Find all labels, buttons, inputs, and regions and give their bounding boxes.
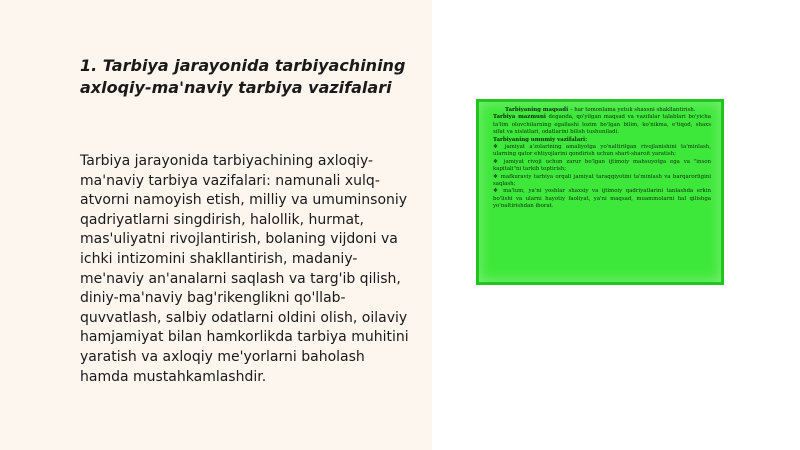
card-line-text: ❖ jamiyat rivoji uchun zarur bo'lgan ijtimoiy mahsuyotga ega va "inson kapitali"ni tarkib toptirish;	[493, 158, 711, 173]
slide-title: 1. Tarbiya jarayonida tarbiyachining axloqiy-ma'naviy tarbiya vazifalari	[80, 56, 406, 97]
text-image-card	[476, 99, 724, 285]
card-line	[493, 144, 711, 159]
card-line	[493, 159, 711, 174]
card-line	[493, 188, 711, 210]
card-line-text: – har tomonlama yetuk shaxsni shakllantirish.	[568, 107, 696, 113]
card-line	[493, 137, 711, 144]
card-line	[493, 107, 711, 114]
card-line-text: ❖ ma'lum, ya'ni yoshlar shaxsiy va ijtimoiy qadriyatlarini tanlashda erkin bo'lishi va ularni hayotiy faoliyat, ya'ni maqsad, muammolarni hal qilishga yo'naltirishdan iborat.	[493, 188, 711, 210]
card-line-text: ❖ mafkuraviy tarbiya orqali jamiyat taraqqiyotini ta'minlash va barqarorligini saqlash;	[493, 173, 711, 188]
slide-body-text: Tarbiya jarayonida tarbiyachining axloqiy-ma'naviy tarbiya vazifalari: namunali xulq-atvorni namoyish etish, milliy va umuminsoniy qadriyatlarni singdirish, halollik, hurmat, mas'uliyatni rivojlantirish, bolaning vijdoni va ichki intizomini shakllantirish, madaniy-me'naviy an'analarni saqlash va targ'ib qilish, diniy-ma'naviy bag'rikenglikni qo'llab-quvvatlash, salbiy odatlarni oldini olish, oilaviy hamjamiyat bilan hamkorlikda tarbiya muhitini yaratish va axloqiy me'yorlarni baholash hamda mustahkamlashdir.	[80, 153, 409, 385]
card-line	[493, 114, 711, 136]
card-line-bold: Tarbiyaning umumiy vazifalari:	[493, 136, 588, 143]
card-line-text: ❖ jamiyat a'zolarining amaliyotga yo'naltirilgan rivojlanishini ta'minlash, ularning qator ehtiyojlarini qondirish uchun shart-sharoit yaratish;	[493, 144, 711, 158]
card-line-bold: Tarbiya mazmuni	[493, 114, 546, 121]
card-line-bold: Tarbiyaning maqsadi	[505, 107, 569, 113]
card-line-text: deganda, qo'yilgan maqsad va vazifalar talablari bo'yicha ta'lim oluvchilarning egallashi lozim bo'lgan bilim, ko'nikma, e'tiqod, shaxs sifat va xislatlari, odatlarini bilish tushuniladi.	[493, 114, 711, 136]
card-line	[493, 174, 711, 189]
